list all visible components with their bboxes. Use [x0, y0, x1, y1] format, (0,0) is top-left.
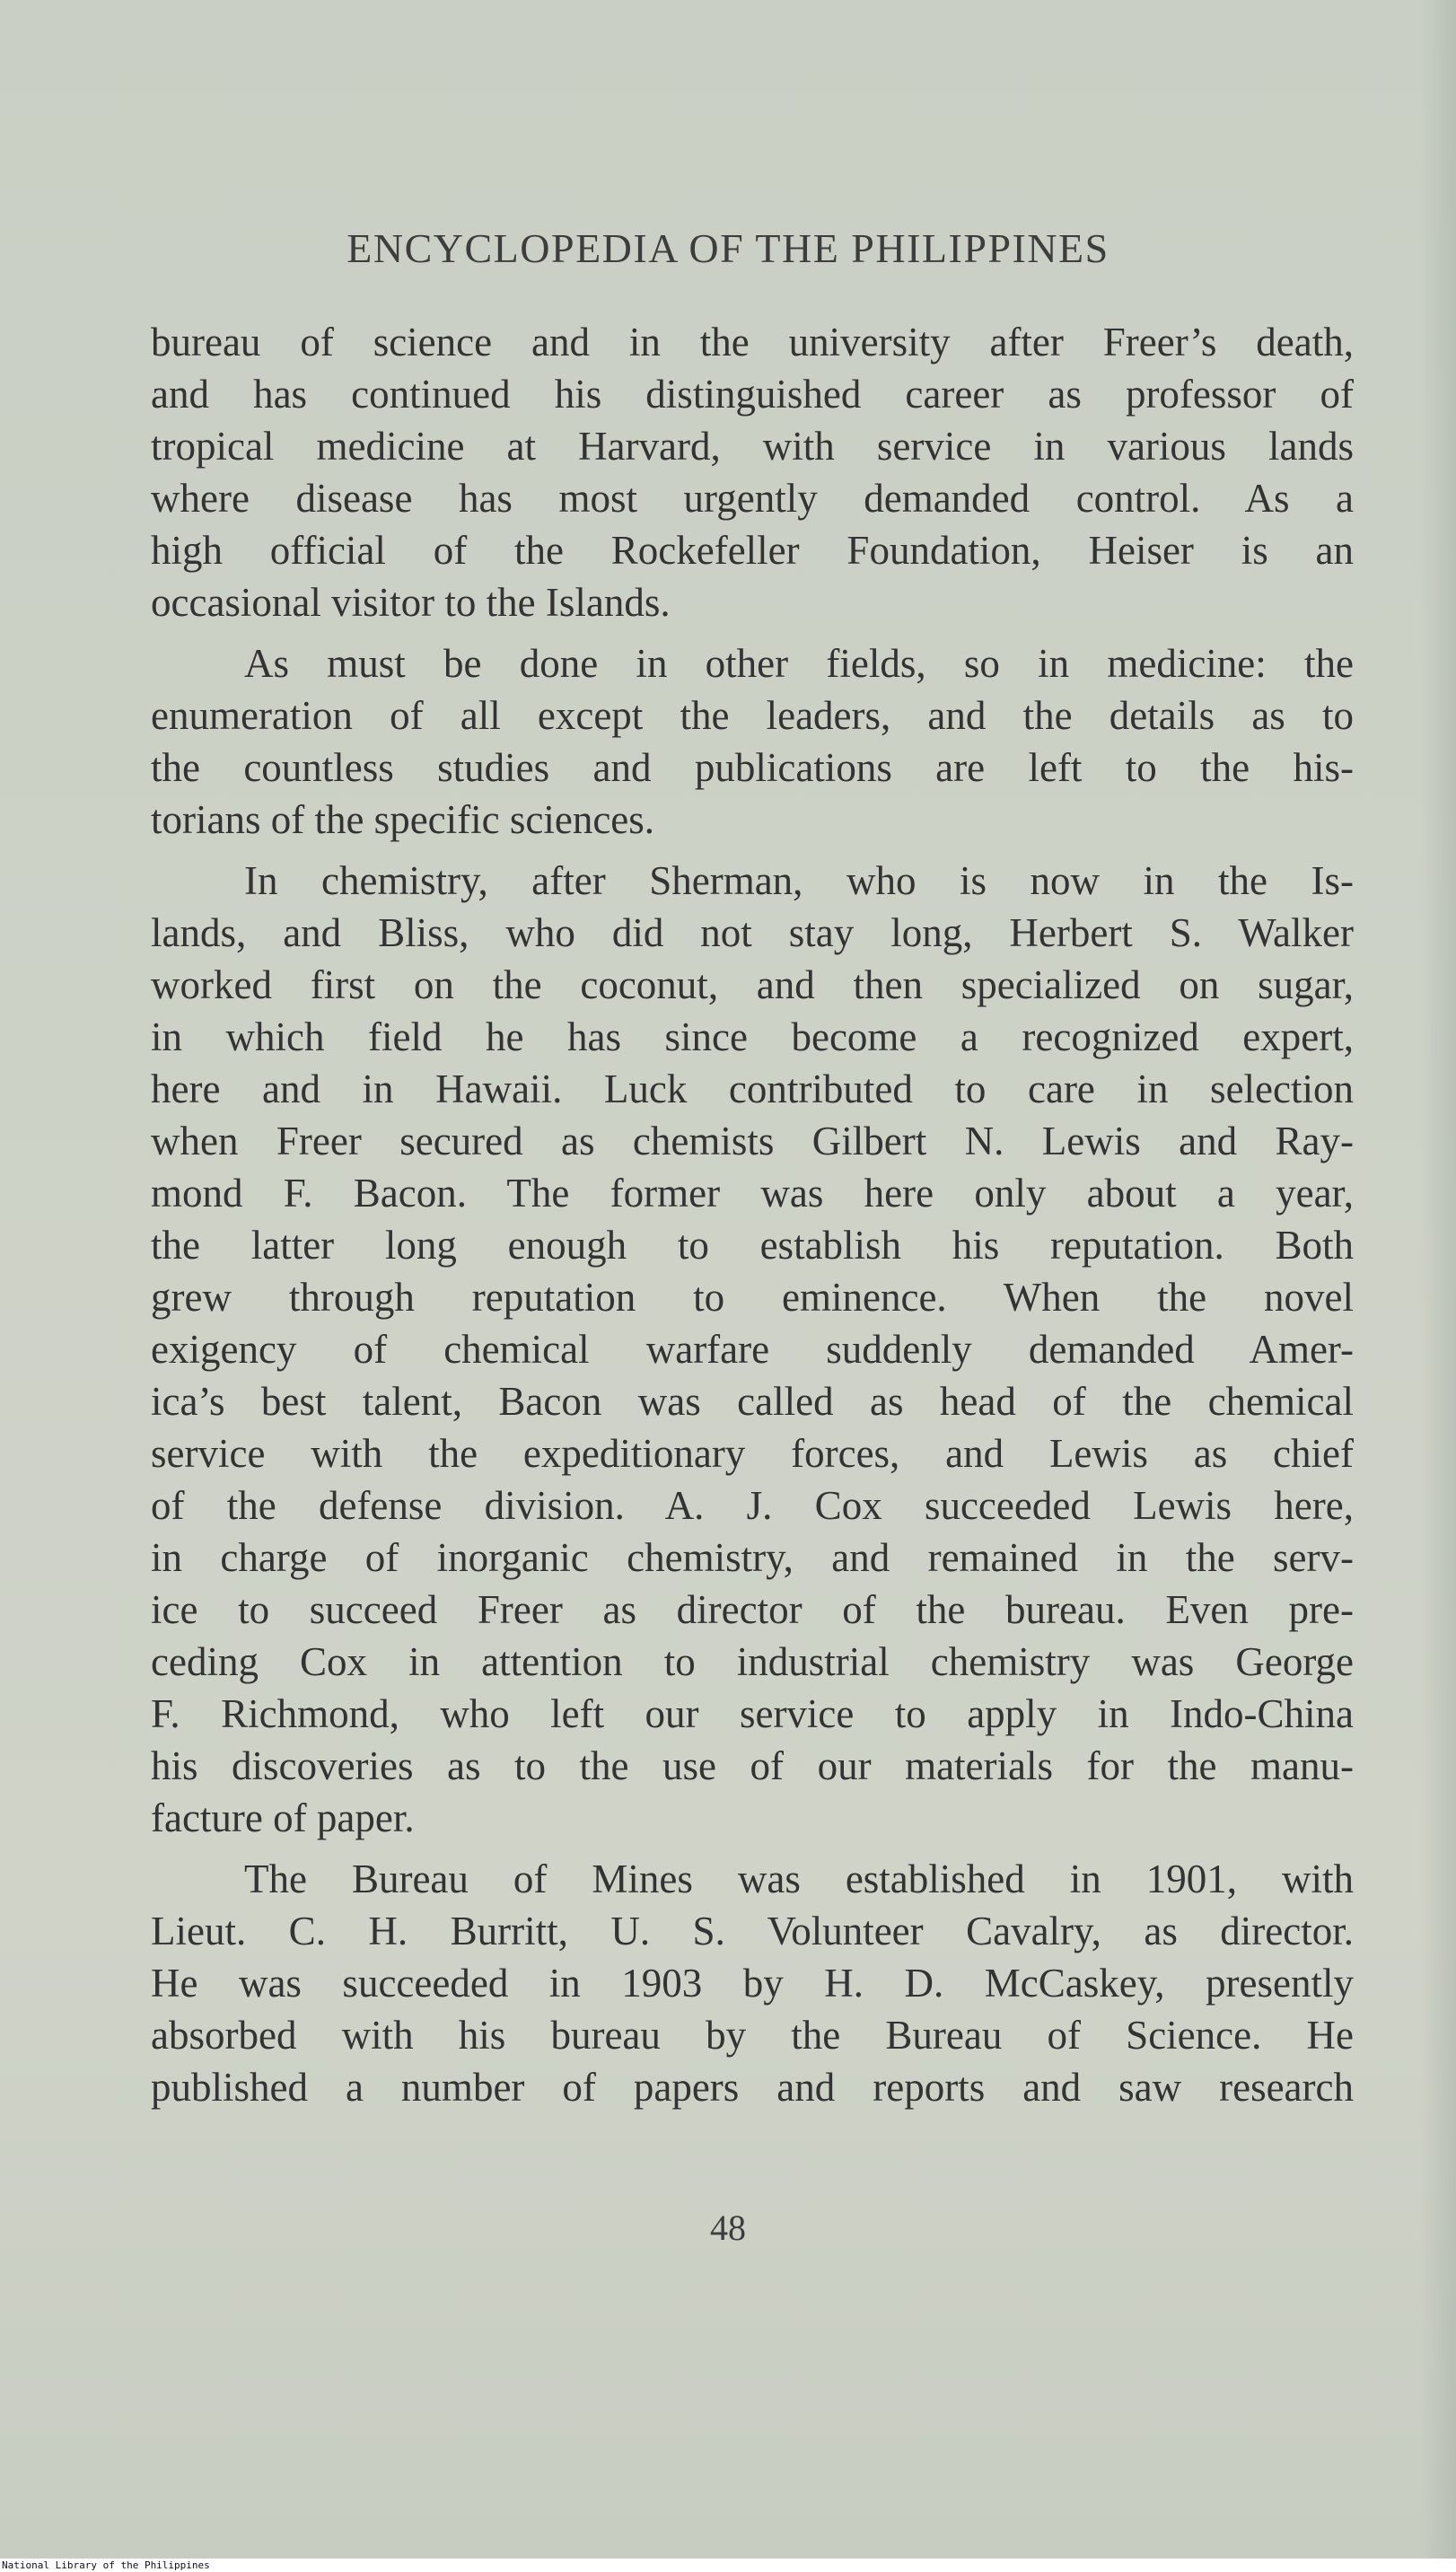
text-line: occasional visitor to the Islands.	[151, 580, 671, 625]
text-line: high official of the Rockefeller Foundation, Heiser is an	[151, 528, 1354, 573]
text-line: ceding Cox in attention to industrial chemistry was George	[151, 1639, 1354, 1684]
text-line: the countless studies and publications are left to the his-	[151, 745, 1354, 790]
text-line: F. Richmond, who left our service to apply in Indo-China	[151, 1691, 1354, 1736]
text-line: service with the expeditionary forces, and Lewis as chief	[151, 1431, 1354, 1476]
paragraph-4	[151, 1853, 1354, 2113]
text-line: lands, and Bliss, who did not stay long, Herbert S. Walker	[151, 910, 1354, 955]
text-line: of the defense division. A. J. Cox succeeded Lewis here,	[151, 1483, 1354, 1528]
text-line: in charge of inorganic chemistry, and remained in the serv-	[151, 1535, 1354, 1580]
text-line: bureau of science and in the university after Freer’s death,	[151, 320, 1354, 364]
body-text	[151, 316, 1354, 2122]
text-line: enumeration of all except the leaders, and the details as to	[151, 693, 1354, 738]
text-line: Lieut. C. H. Burritt, U. S. Volunteer Cavalry, as director.	[151, 1909, 1354, 1953]
text-line: mond F. Bacon. The former was here only about a year,	[151, 1171, 1354, 1216]
text-line: worked first on the coconut, and then specialized on sugar,	[151, 962, 1354, 1007]
library-credit: National Library of the Philippines	[2, 2559, 210, 2571]
text-line: exigency of chemical warfare suddenly demanded Amer-	[151, 1327, 1354, 1372]
text-line: torians of the specific sciences.	[151, 797, 655, 842]
text-line: here and in Hawaii. Luck contributed to care in selection	[151, 1067, 1354, 1111]
text-line: the latter long enough to establish his reputation. Both	[151, 1223, 1354, 1268]
text-line: He was succeeded in 1903 by H. D. McCaskey, presently	[151, 1961, 1354, 2006]
text-line: In chemistry, after Sherman, who is now in the Is-	[244, 858, 1354, 903]
running-header: ENCYCLOPEDIA OF THE PHILIPPINES	[346, 225, 1110, 271]
text-line: when Freer secured as chemists Gilbert N. Lewis and Ray-	[151, 1119, 1354, 1163]
footer-strip	[0, 2559, 1456, 2572]
page-number: 48	[710, 2208, 746, 2248]
text-line: where disease has most urgently demanded control. As a	[151, 476, 1354, 521]
text-line: facture of paper.	[151, 1795, 415, 1840]
paragraph-2	[151, 637, 1354, 846]
text-line: grew through reputation to eminence. When the novel	[151, 1275, 1354, 1320]
text-line: in which field he has since become a recognized expert,	[151, 1014, 1354, 1059]
page-edge-shadow	[1420, 0, 1456, 2559]
text-line: absorbed with his bureau by the Bureau of Science. He	[151, 2013, 1354, 2058]
text-line: and has continued his distinguished career as professor of	[151, 372, 1354, 417]
text-line: As must be done in other fields, so in medicine: the	[244, 641, 1354, 686]
text-line: The Bureau of Mines was established in 1901, with	[244, 1857, 1354, 1901]
paragraph-1	[151, 316, 1354, 628]
text-line: his discoveries as to the use of our materials for the manu-	[151, 1743, 1354, 1788]
text-line: tropical medicine at Harvard, with service in various lands	[151, 424, 1354, 469]
text-line: ice to succeed Freer as director of the bureau. Even pre-	[151, 1587, 1354, 1632]
text-line: published a number of papers and reports and saw research	[151, 2065, 1354, 2110]
text-line: ica’s best talent, Bacon was called as head of the chemical	[151, 1379, 1354, 1424]
paragraph-3	[151, 855, 1354, 1844]
